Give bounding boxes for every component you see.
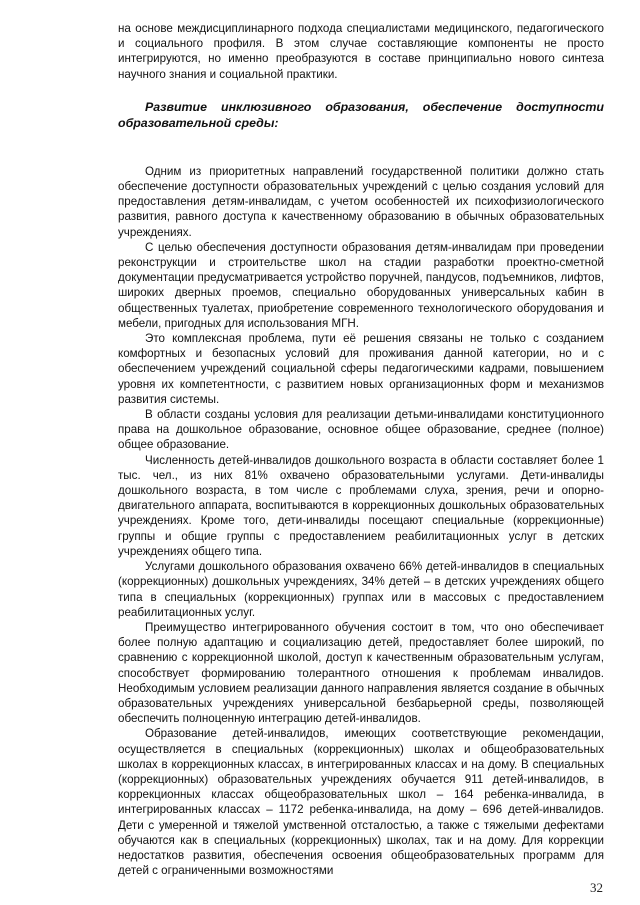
body-paragraph: С целью обеспечения доступности образования детям-инвалидам при проведении реконструкции и строительстве школ на стадии разработки проектно-сметной документации предусматривается устройство поручней, пандусов, подъемников, лифтов, широких дверных проемов, специально оборудованных универсальных кабин в общественных туалетах, приобретение современного технологического оборудования и мебели, пригодных для использования МГН. [118,240,604,330]
document-body [118,21,604,878]
body-paragraph: В области созданы условия для реализации детьми-инвалидами конституционного права на дошкольное образование, основное общее образование, среднее (полное) общее образование. [118,408,604,452]
section-heading: Развитие инклюзивного образования, обеспечение доступности образовательной среды: [118,99,604,130]
body-paragraph: Это комплексная проблема, пути её решения связаны не только с созданием комфортных и безопасных условий для проживания данной категории, но и с обеспечением учреждений социальной сферы педагогическими кадрами, повышением уровня их компетентности, с развитием новых организационных форм и механизмов развития системы. [118,332,604,406]
page-number: 32 [590,880,603,895]
intro-paragraph: на основе междисциплинарного подхода специалистами медицинского, педагогического и социального профиля. В этом случае составляющие компоненты не просто интегрируются, но именно преобразуются в составе принципиально нового синтеза научного знания и социальной практики. [118,22,604,81]
body-paragraph: Услугами дошкольного образования охвачено 66% детей-инвалидов в специальных (коррекционных) дошкольных учреждениях, 34% детей – в детских учреждениях общего типа в специальных (коррекционных) группах или в массовых с предоставлением реабилитационных услуг. [118,560,604,619]
body-paragraph: Численность детей-инвалидов дошкольного возраста в области составляет более 1 тыс. чел., из них 81% охвачено образовательными услугами. Дети-инвалиды дошкольного возраста, в том числе с проблемами слуха, зрения, речи и опорно-двигательного аппарата, воспитываются в коррекционных дошкольных образовательных учреждениях. Кроме того, дети-инвалиды посещают специальные (коррекционные) группы и общие группы с предоставлением реабилитационных услуг в детских учреждениях общего типа. [118,453,604,558]
body-paragraph: Образование детей-инвалидов, имеющих соответствующие рекомендации, осуществляется в специальных (коррекционных) школах и общеобразовательных школах в коррекционных классах, в интегрированных классах и на дому. В специальных (коррекционных) образовательных учреждениях обучается 911 детей-инвалидов, в коррекционных классах общеобразовательных школ – 164 ребенка-инвалида, в интегрированных классах – 1172 ребенка-инвалида, на дому – 696 детей-инвалидов. Дети с умеренной и тяжелой умственной отсталостью, а также с тяжелыми дефектами обучаются как в специальных (коррекционных) школах, так и на дому. Для коррекции недостатков развития, обеспечения освоения общеобразовательных программ для детей с ограниченными возможностями [118,727,604,878]
body-paragraph: Одним из приоритетных направлений государственной политики должно стать обеспечение доступности образовательных учреждений с целью создания условий для предоставления детям-инвалидам, с учетом особенностей их психофизиологического развития, равного доступа к качественному образованию в обычных образовательных учреждениях. [118,164,604,239]
body-paragraph: Преимущество интегрированного обучения состоит в том, что оно обеспечивает более полную адаптацию и социализацию детей, предоставляет более широкий, по сравнению с коррекционной школой, доступ к качественным образовательным услугам, способствует формированию толерантного отношения к проблемам инвалидов. Необходимым условием реализации данного направления является создание в обычных образовательных учреждениях универсальной безбарьерной среды, позволяющей обеспечить полноценную интеграцию детей-инвалидов. [118,620,604,726]
